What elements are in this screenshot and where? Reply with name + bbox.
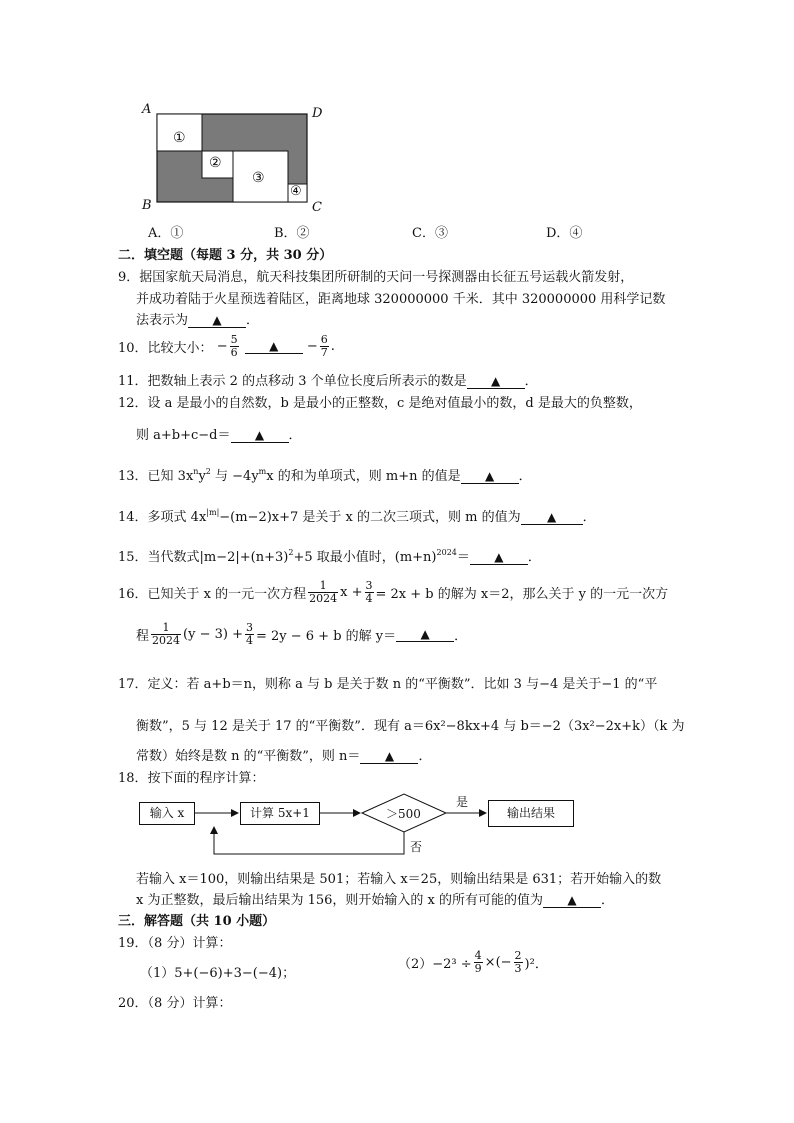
answer-marker: ▲ [420,627,430,641]
period: ． [288,428,302,443]
q13-part-2: y [198,469,206,484]
q16-fraction-3 [151,622,181,647]
q16-line-2 [136,622,467,647]
square-1-label: ① [173,130,186,146]
answer-marker: ▲ [484,469,495,483]
q16-fraction-4 [245,622,254,647]
q18-line-2-text: x 为正整数，最后输出结果为 156，则开始输入的 x 的所有可能的值为 [136,893,544,908]
q16-answer-blank [396,627,454,642]
section-2-title: 二．填空题（每题 3 分，共 30 分） [118,248,333,263]
q13-exp-2: 2 [205,467,211,476]
q12-line-1: 12．设 a 是最小的自然数，b 是最小的正整数，c 是绝对值最小的数，d 是最大的负整数， [118,396,642,411]
answer-marker: ▲ [269,339,279,353]
numerator: 4 [474,949,482,962]
corner-c-label: C [312,200,322,215]
q9-line-3 [136,309,259,328]
q15-part-1: 15．当代数式|m−2|+(n+3) [118,550,289,565]
q15-answer-blank [470,550,528,565]
denominator: 7 [320,346,328,359]
period: ． [601,893,615,908]
q19-part-2 [398,950,548,975]
q17-line-1: 17．定义：若 a+b＝n，则称 a 与 b 是关于数 n 的“平衡数”．比如 3 与−4 是关于−1 的“平 [118,677,658,692]
q18-answer-blank [543,893,601,908]
denominator: 4 [245,634,253,647]
q19-part-2-a: （2）−2³ ÷ [398,957,472,972]
q16-line-2-prefix: 程 [136,629,150,644]
q13-exp-m: m [258,467,267,476]
q13-answer-blank [461,469,519,484]
q18-line-2 [136,889,614,908]
square-2-label: ② [209,155,222,171]
q14-part-1: 14．多项式 4x [118,510,207,525]
numerator: 3 [245,621,253,634]
denominator: 6 [230,346,238,359]
period: ． [454,629,468,644]
square-4-label: ④ [290,184,302,199]
denominator: 2024 [152,634,181,647]
denominator: 4 [365,592,373,605]
numerator: 3 [365,579,373,592]
q13-part-1: 13．已知 3x [118,469,194,484]
q19-part-1: （1）5+(−6)+3−(−4)； [140,966,296,981]
denominator: 3 [514,962,522,975]
period: ． [582,510,596,525]
answer-marker: ▲ [494,550,504,564]
q12-line-2 [136,424,302,443]
q11-answer-blank [467,374,525,389]
q9-answer-blank [188,313,246,328]
q14-line [118,506,596,525]
answer-marker: ▲ [546,510,557,524]
q19-part-2-b: ×(− [484,955,512,970]
period: ． [527,550,541,565]
q10-prefix: 10．比较大小： [118,341,213,356]
period: ． [418,749,432,764]
no-label: 否 [410,840,423,854]
numerator: 1 [308,580,338,593]
option-b: B．② [274,226,310,241]
q12-line-2-text: 则 a+b+c−d＝ [136,428,231,443]
q12-answer-blank [231,428,289,443]
corner-b-label: B [142,198,152,213]
answer-marker: ▲ [212,313,222,327]
q18-line-1: 若输入 x＝100，则输出结果是 501；若输入 x＝25，则输出结果是 631；若开始输入的数 [136,872,662,887]
option-a: A．① [148,226,184,241]
answer-marker: ▲ [384,749,395,763]
q19-intro: 19．（8 分）计算： [118,936,232,951]
q17-line-2: 衡数”，5 与 12 是关于 17 的“平衡数”．现有 a＝6x²−8kx+4 与 b＝−2（3x²−2x+k）（k 为 [136,719,685,734]
denominator: 2024 [309,592,338,605]
q10-fraction-2 [320,334,329,359]
q15-part-3: ＝ [456,550,470,565]
yes-label: 是 [456,795,469,809]
numerator: 2 [514,949,522,962]
calc-box [240,802,320,825]
corner-d-label: D [312,106,323,121]
q15-exp-1: 2 [288,548,294,557]
q11-line [118,370,538,389]
q9-line-2: 并成功着陆于火星预选着陆区，距离地球 320000000 千米．其中 320000000 用科学记数 [136,292,666,307]
q13-exp-n: n [193,467,199,476]
q13-part-4: x 的和为单项式，则 m+n 的值是 [266,469,461,484]
q19-part-2-c: )²． [524,957,548,972]
square-3-label: ③ [252,170,265,186]
q10-answer-blank [245,339,303,354]
option-d: D．④ [546,226,583,241]
q13-line [118,465,532,484]
period: ． [246,313,260,328]
q20-intro: 20．（8 分）计算： [118,996,232,1011]
answer-marker: ▲ [254,428,265,442]
q13-part-3: 与 −4y [210,469,259,484]
input-box [139,802,195,825]
q16-mid-3: (y − 3) + [183,627,243,642]
numerator: 5 [230,333,238,346]
numerator: 1 [151,622,181,635]
q17-line-3 [136,745,431,764]
q9-line-3-text: 法表示为 [136,313,189,328]
section-3-title: 三．解答题（共 10 小题） [118,914,276,929]
output-box [488,800,574,827]
q19-fraction-1 [474,950,483,975]
period: ． [518,469,532,484]
numerator: 6 [320,333,328,346]
q10-fraction-1 [230,334,239,359]
q11-text: 11．把数轴上表示 2 的点移动 3 个单位长度后所表示的数是 [118,374,467,389]
q16-mid-4: = 2y − 6 + b 的解 y＝ [255,629,397,644]
corner-a-label: A [142,102,152,117]
q16-prefix: 16．已知关于 x 的一元一次方程 [118,587,307,602]
q16-fraction-1 [308,580,338,605]
q9-line-1: 9．据国家航天局消息，航天科技集团所研制的天问一号探测器由长征五号运载火箭发射， [118,270,634,285]
q15-part-2: +5 取最小值时，(m+n) [293,550,437,565]
denominator: 9 [474,962,482,975]
rectangle-figure [140,100,330,215]
period: ． [524,374,538,389]
q15-line [118,546,541,565]
q19-fraction-2 [514,950,523,975]
q16-mid-2: = 2x + b 的解为 x＝2，那么关于 y 的一元一次方 [375,587,669,602]
q14-answer-blank [521,510,583,525]
q16-line-1 [118,580,668,605]
output-box-label: 输出结果 [506,806,555,820]
option-c: C．③ [412,226,448,241]
q10-line: 10．比较大小： − $\frac{5}{6}$ ▲ − $\frac{6}{7}$ . [118,333,335,359]
diamond-label: ＞500 [386,807,421,821]
q17-line-3-text: 常数）始终是数 n 的“平衡数”，则 n＝ [136,749,361,764]
calc-box-label: 计算 5x+1 [250,806,310,820]
q16-mid-1: x + [340,585,363,600]
q16-fraction-2 [365,580,374,605]
q18-intro: 18．按下面的程序计算： [118,771,265,786]
input-box-label: 输入 x [149,806,185,820]
program-flowchart [130,788,590,860]
q17-answer-blank [360,749,418,764]
q14-part-2: −(m−2)x+7 是关于 x 的二次三项式，则 m 的值为 [219,510,521,525]
answer-marker: ▲ [567,893,577,907]
answer-marker: ▲ [491,374,501,388]
q15-exp-2: 2024 [436,548,457,557]
q14-exponent: |m| [206,508,220,517]
